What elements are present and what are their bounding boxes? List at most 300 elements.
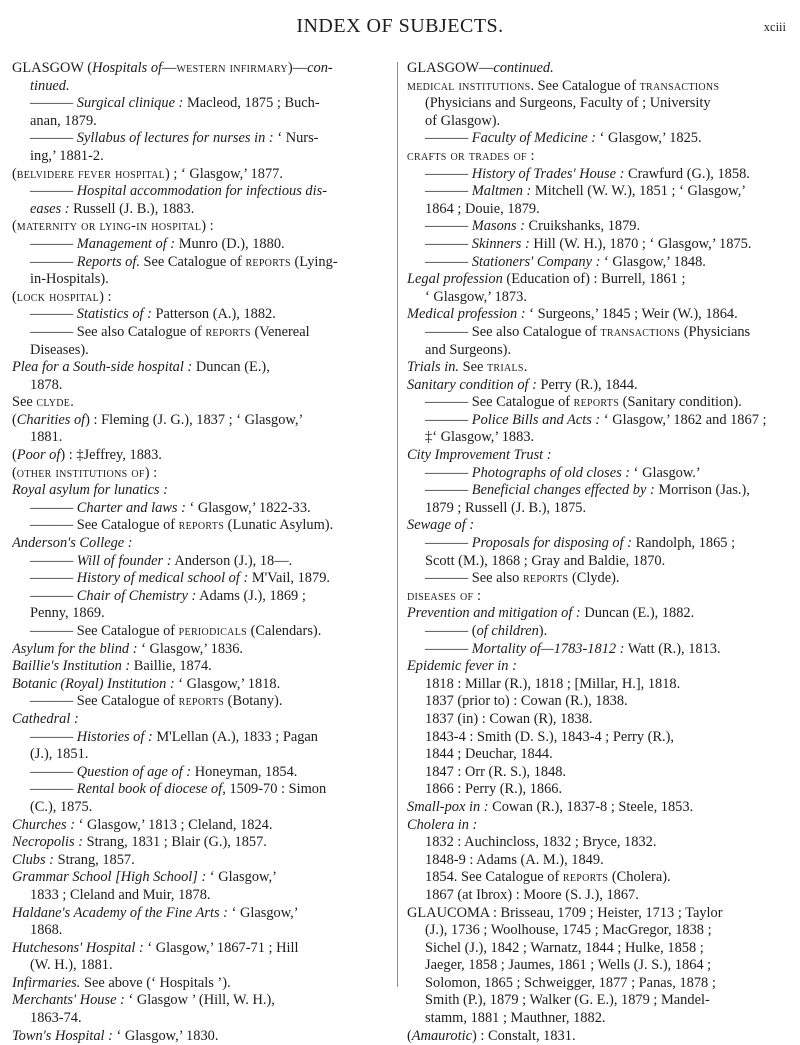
italic-text: Anderson's College :: [12, 535, 133, 552]
entry-text: (Sanitary condition).: [619, 394, 742, 411]
entry-text: 1837 (in) : Cowan (R), 1838.: [425, 710, 593, 727]
entry-text: ———: [425, 130, 472, 147]
index-line: [407, 852, 789, 870]
italic-text: Charter and laws :: [76, 499, 186, 516]
italic-text: Poor of: [16, 447, 61, 464]
index-line: [12, 729, 394, 747]
index-line: [12, 517, 394, 535]
italic-text: Chair of Chemistry :: [76, 587, 197, 604]
index-line: [407, 729, 789, 747]
index-line: [12, 429, 394, 447]
entry-text: Macleod, 1875 ; Buch-: [183, 95, 320, 112]
index-line: [407, 500, 789, 518]
entry-text: :: [526, 147, 535, 164]
page-title: INDEX OF SUBJECTS.: [296, 15, 504, 37]
index-line: [12, 605, 394, 623]
index-line: [12, 676, 394, 694]
entry-text: . See Catalogue of: [530, 77, 640, 94]
entry-text: Hill (W. H.), 1870 ; ‘ Glasgow,’ 1875.: [529, 235, 752, 252]
entry-text: ) :: [144, 464, 158, 481]
entry-text: (: [12, 218, 17, 235]
entry-text: (: [12, 288, 17, 305]
italic-text: Hospital accommodation for infectious dis-: [76, 183, 328, 200]
entry-text: 1879 ; Russell (J. B.), 1875.: [425, 499, 587, 516]
entry-text: See: [459, 359, 487, 376]
italic-text: con-: [307, 60, 333, 76]
index-line: [407, 289, 789, 307]
page-number: xciii: [763, 20, 786, 34]
entry-text: See Catalogue of: [139, 253, 246, 270]
entry-text: 1848-9 : Adams (A. M.), 1849.: [425, 851, 604, 868]
entry-text: (C.), 1875.: [30, 798, 93, 815]
index-line: [407, 869, 789, 887]
entry-text: Russell (J. B.), 1883.: [69, 200, 195, 217]
index-line: [407, 570, 789, 588]
index-line: [12, 412, 394, 430]
entry-text: GLASGOW—: [407, 60, 494, 76]
entry-text: ‘ Glasgow,’: [206, 869, 277, 886]
index-line: [407, 922, 789, 940]
entry-text: ) :: [201, 218, 214, 235]
index-line: [407, 236, 789, 254]
index-line: [407, 535, 789, 553]
index-line: [12, 482, 394, 500]
index-line: [12, 905, 394, 923]
index-line: [12, 746, 394, 764]
index-line: [12, 236, 394, 254]
smallcaps-text: reports: [573, 394, 620, 411]
smallcaps-text: reports: [562, 869, 609, 886]
entry-text: ———: [425, 183, 472, 200]
index-line: [407, 218, 789, 236]
smallcaps-text: reports: [178, 693, 225, 710]
entry-text: .: [523, 359, 528, 376]
italic-text: Prevention and mitigation of :: [407, 605, 581, 622]
entry-text: ‘ Glasgow,’ 1818.: [174, 675, 281, 692]
italic-text: Royal asylum for lunatics :: [12, 482, 168, 499]
index-line: [12, 869, 394, 887]
entry-text: of Glasgow).: [425, 112, 501, 129]
index-line: [12, 254, 394, 272]
index-line: [407, 623, 789, 641]
entry-text: ———: [425, 235, 472, 252]
italic-text: Sanitary condition of :: [407, 376, 537, 393]
index-line: [12, 377, 394, 395]
entry-text: Randolph, 1865 ;: [631, 535, 736, 552]
entry-text: 1832 : Auchincloss, 1832 ; Bryce, 1832.: [425, 834, 657, 851]
italic-text: Hutchesons' Hospital :: [12, 939, 144, 956]
entry-text: ——— See also: [425, 570, 523, 587]
index-line: [12, 570, 394, 588]
entry-text: 1864 ; Douie, 1879.: [425, 200, 540, 217]
entry-text: (Education of) : Burrell, 1861 ;: [502, 271, 686, 288]
entry-text: ———: [30, 763, 77, 780]
index-line: [407, 905, 789, 923]
index-line: [12, 342, 394, 360]
index-line: [407, 78, 789, 96]
index-line: [407, 254, 789, 272]
index-line: [12, 306, 394, 324]
index-line: [12, 957, 394, 975]
italic-text: Epidemic fever in :: [407, 658, 517, 675]
index-line: [407, 130, 789, 148]
entry-text: (: [12, 411, 17, 428]
index-line: [407, 940, 789, 958]
index-line: [12, 359, 394, 377]
italic-text: Beneficial changes effected by :: [471, 482, 655, 499]
index-line: [407, 166, 789, 184]
index-line: [12, 166, 394, 184]
entry-text: 1837 (prior to) : Cowan (R.), 1838.: [425, 693, 628, 710]
entry-text: 1843-4 : Smith (D. S.), 1843-4 ; Perry (R.),: [425, 728, 675, 745]
index-line: [12, 183, 394, 201]
italic-text: Histories of :: [76, 728, 153, 745]
entry-text: ‘ Surgeons,’ 1845 ; Weir (W.), 1864.: [525, 306, 738, 323]
entry-text: ———: [425, 253, 472, 270]
entry-text: Cowan (R.), 1837-8 ; Steele, 1853.: [488, 798, 694, 815]
index-line: [12, 834, 394, 852]
entry-text: 1863-74.: [30, 1010, 82, 1027]
entry-text: (Botany).: [224, 693, 283, 710]
entry-text: Sichel (J.), 1842 ; Warnatz, 1844 ; Hulke, 1858 ;: [425, 939, 704, 956]
italic-text: Small-pox in :: [407, 798, 489, 815]
entry-text: )—: [287, 60, 308, 76]
entry-text: ‘ Glasgow.’: [630, 464, 701, 481]
smallcaps-text: medical institutions: [407, 77, 531, 94]
index-line: [407, 394, 789, 412]
entry-text: Crawfurd (G.), 1858.: [624, 165, 750, 182]
entry-text: (Calendars).: [246, 623, 322, 639]
entry-text: ———: [30, 552, 77, 569]
entry-text: ‘ Glasgow ’ (Hill, W. H.),: [124, 992, 275, 1009]
smallcaps-text: trials: [486, 359, 524, 376]
italic-text: Town's Hospital :: [12, 1027, 113, 1044]
italic-text: eases :: [30, 200, 70, 217]
entry-text: Duncan (E.), 1882.: [580, 605, 695, 622]
entry-text: (Clyde).: [568, 570, 620, 587]
italic-text: Photographs of old closes :: [471, 464, 631, 481]
entry-text: 1833 ; Cleland and Muir, 1878.: [30, 886, 211, 903]
smallcaps-text: clyde: [36, 394, 71, 411]
index-line: [407, 834, 789, 852]
index-line: [407, 605, 789, 623]
italic-text: Police Bills and Acts :: [471, 411, 601, 428]
entry-text: (Cholera).: [608, 869, 671, 886]
entry-text: ——— See Catalogue of: [30, 693, 179, 710]
entry-text: (: [407, 1027, 412, 1044]
index-line: [12, 887, 394, 905]
entry-text: ‘ Glasgow,’ 1848.: [600, 253, 706, 270]
italic-text: tinued.: [30, 77, 70, 94]
index-line: [407, 465, 789, 483]
entry-text: ‘ Glasgow,’ 1862 and 1867 ;: [600, 411, 767, 428]
index-line: [407, 764, 789, 782]
left-column: [12, 60, 394, 1045]
entry-text: ——— See also Catalogue of: [30, 323, 206, 340]
italic-text: Sewage of :: [407, 517, 475, 534]
entry-text: ‘ Glasgow,’ 1825.: [596, 130, 702, 147]
index-line: [407, 1028, 789, 1045]
index-line: [407, 324, 789, 342]
entry-text: Munro (D.), 1880.: [175, 235, 285, 252]
entry-text: and Surgeons).: [425, 341, 512, 358]
index-line: [12, 658, 394, 676]
entry-text: ———: [30, 781, 77, 798]
italic-text: Cholera in :: [407, 816, 478, 833]
entry-text: ——— See Catalogue of: [425, 394, 574, 411]
index-line: [407, 447, 789, 465]
entry-text: (Lying-: [290, 253, 338, 270]
entry-text: ———: [30, 587, 77, 604]
entry-text: ———: [425, 218, 472, 235]
italic-text: Medical profession :: [407, 306, 526, 323]
entry-text: 1509-70 : Simon: [225, 781, 327, 798]
entry-text: ‘ Glasgow,’ 1836.: [137, 640, 244, 657]
index-line: [407, 781, 789, 799]
entry-text: Diseases).: [30, 341, 89, 358]
entry-text: ‘ Glasgow,’ 1822-33.: [185, 499, 311, 516]
entry-text: ———: [30, 183, 77, 200]
index-line: [12, 78, 394, 96]
entry-text: ———: [425, 482, 472, 499]
smallcaps-text: transactions: [600, 323, 681, 340]
smallcaps-text: lock hospital: [16, 288, 100, 305]
index-line: [407, 148, 789, 166]
index-line: [407, 553, 789, 571]
entry-text: Morrison (Jas.),: [654, 482, 750, 499]
entry-text: ) : Constalt, 1831.: [472, 1027, 576, 1044]
entry-text: ———: [425, 464, 472, 481]
italic-text: continued.: [493, 60, 554, 76]
index-line: [12, 799, 394, 817]
index-line: [12, 641, 394, 659]
entry-text: in-Hospitals).: [30, 271, 109, 288]
italic-text: Botanic (Royal) Institution :: [12, 675, 175, 692]
italic-text: Surgical clinique :: [76, 95, 184, 112]
entry-text: 1847 : Orr (R. S.), 1848.: [425, 763, 567, 780]
index-line: [12, 113, 394, 131]
italic-text: Syllabus of lectures for nurses in :: [76, 130, 274, 147]
entry-text: (: [12, 447, 17, 464]
entry-text: GLASGOW (: [12, 60, 93, 76]
italic-text: Haldane's Academy of the Fine Arts :: [12, 904, 228, 921]
entry-text: 1818 : Millar (R.), 1818 ; [Millar, H.], 1818.: [425, 675, 681, 692]
italic-text: Skinners :: [471, 235, 530, 252]
index-line: [407, 271, 789, 289]
index-line: [12, 588, 394, 606]
entry-text: Adams (J.), 1869 ;: [196, 587, 306, 604]
index-line: [12, 711, 394, 729]
italic-text: Charities of: [16, 411, 86, 428]
entry-text: ‘ Glasgow,’ 1813 ; Cleland, 1824.: [75, 816, 273, 833]
index-line: [407, 412, 789, 430]
italic-text: Asylum for the blind :: [12, 640, 138, 657]
entry-text: ‘ Glasgow,’ 1873.: [425, 288, 527, 305]
italic-text: Management of :: [76, 235, 176, 252]
entry-text: ———: [425, 535, 472, 552]
index-line: [12, 447, 394, 465]
entry-text: ‡‘ Glasgow,’ 1883.: [425, 429, 535, 446]
entry-text: M'Lellan (A.), 1833 ; Pagan: [152, 728, 318, 745]
entry-text: (Lunatic Asylum).: [224, 517, 334, 534]
entry-text: Mitchell (W. W.), 1851 ; ‘ Glasgow,’: [531, 183, 747, 200]
entry-text: Honeyman, 1854.: [191, 763, 298, 780]
entry-text: ———: [425, 640, 472, 657]
index-line: [12, 623, 394, 641]
smallcaps-text: crafts or trades of: [407, 147, 527, 164]
entry-text: Patterson (A.), 1882.: [151, 306, 276, 323]
index-line: [407, 658, 789, 676]
index-line: [12, 271, 394, 289]
italic-text: of children: [476, 623, 539, 639]
entry-text: (Venereal: [250, 323, 310, 340]
entry-text: ——— See also Catalogue of: [425, 323, 601, 340]
index-line: [12, 218, 394, 236]
entry-text: ing,’ 1881-2.: [30, 147, 104, 164]
index-line: [407, 359, 789, 377]
index-line: [407, 113, 789, 131]
entry-text: (W. H.), 1881.: [30, 957, 113, 974]
italic-text: Faculty of Medicine :: [471, 130, 597, 147]
entry-text: (Physicians and Surgeons, Faculty of ; University: [425, 95, 711, 112]
italic-text: Trials in.: [407, 359, 459, 376]
italic-text: Merchants' House :: [12, 992, 125, 1009]
entry-text: ) : ‡Jeffrey, 1883.: [60, 447, 162, 464]
italic-text: Maltmen :: [471, 183, 532, 200]
index-line: [407, 377, 789, 395]
entry-text: ——— See Catalogue of: [30, 517, 179, 534]
smallcaps-text: reports: [205, 323, 251, 340]
italic-text: Hospitals of: [92, 60, 163, 76]
smallcaps-text: belvidere fever hospital: [16, 165, 166, 182]
entry-text: (: [12, 464, 17, 481]
entry-text: (J.), 1851.: [30, 746, 89, 763]
index-line: [407, 342, 789, 360]
index-line: [407, 641, 789, 659]
index-line: [12, 922, 394, 940]
italic-text: City Improvement Trust :: [407, 447, 552, 464]
italic-text: Will of founder :: [76, 552, 172, 569]
italic-text: Legal profession: [407, 271, 503, 288]
entry-text: ———: [30, 728, 77, 745]
entry-text: (: [12, 165, 17, 182]
index-line: [407, 95, 789, 113]
italic-text: Masons :: [471, 218, 525, 235]
italic-text: History of Trades' House :: [471, 165, 625, 182]
index-line: [407, 975, 789, 993]
index-line: [407, 992, 789, 1010]
italic-text: Stationers' Company :: [471, 253, 601, 270]
italic-text: Baillie's Institution :: [12, 658, 131, 675]
entry-text: Watt (R.), 1813.: [624, 640, 721, 657]
index-line: [407, 183, 789, 201]
entry-text: ——— See Catalogue of: [30, 623, 179, 639]
index-line: [407, 482, 789, 500]
entry-text: ) : Fleming (J. G.), 1837 ; ‘ Glasgow,’: [85, 411, 304, 428]
index-line: [407, 887, 789, 905]
entry-text: ———: [30, 570, 77, 587]
entry-text: ——— (: [425, 623, 477, 639]
entry-text: 1878.: [30, 376, 63, 393]
entry-text: ‘ Glasgow,’: [227, 904, 299, 921]
smallcaps-text: reports: [522, 570, 569, 587]
entry-text: Perry (R.), 1844.: [536, 376, 638, 393]
italic-text: Reports of.: [76, 253, 140, 270]
entry-text: Baillie, 1874.: [130, 658, 212, 675]
index-line: [407, 306, 789, 324]
italic-text: Rental book of diocese of,: [76, 781, 226, 798]
italic-text: Churches :: [12, 816, 76, 833]
entry-text: Jaeger, 1858 ; Jaumes, 1861 ; Wells (J. S.), 1864 ;: [425, 957, 712, 974]
index-line: [12, 289, 394, 307]
entry-text: See above (‘ Hospitals ’).: [80, 974, 231, 991]
entry-text: Strang, 1857.: [53, 851, 135, 868]
entry-text: ———: [425, 411, 472, 428]
column-divider: [397, 62, 398, 987]
entry-text: ———: [30, 130, 77, 147]
entry-text: ‘ Nurs-: [273, 130, 319, 147]
index-line: [407, 1010, 789, 1028]
entry-text: anan, 1879.: [30, 112, 97, 129]
index-line: [407, 60, 789, 78]
index-line: [12, 975, 394, 993]
right-column: [407, 60, 789, 1045]
entry-text: ———: [30, 306, 77, 323]
entry-text: 1866 : Perry (R.), 1866.: [425, 781, 563, 798]
index-line: [12, 95, 394, 113]
italic-text: Proposals for disposing of :: [471, 535, 632, 552]
smallcaps-text: reports: [245, 253, 291, 270]
index-line: [12, 148, 394, 166]
index-line: [407, 817, 789, 835]
entry-text: ———: [30, 499, 77, 516]
entry-text: ) ; ‘ Glasgow,’ 1877.: [165, 165, 283, 182]
index-line: [407, 799, 789, 817]
index-line: [407, 693, 789, 711]
index-line: [12, 324, 394, 342]
entry-text: ———: [30, 95, 77, 112]
entry-text: Penny, 1869.: [30, 605, 105, 622]
index-line: [12, 201, 394, 219]
italic-text: Statistics of :: [76, 306, 152, 323]
entry-text: Scott (M.), 1868 ; Gray and Baldie, 1870.: [425, 552, 666, 569]
running-header: [0, 0, 800, 48]
entry-text: M'Vail, 1879.: [248, 570, 330, 587]
index-line: [12, 465, 394, 483]
index-line: [407, 517, 789, 535]
entry-text: 1868.: [30, 922, 63, 939]
entry-text: ‘ Glasgow,’ 1830.: [112, 1027, 219, 1044]
italic-text: Mortality of—1783-1812 :: [471, 640, 625, 657]
smallcaps-text: western infirmary: [176, 60, 288, 76]
index-line: [12, 1028, 394, 1045]
index-line: [407, 957, 789, 975]
index-line: [12, 60, 394, 78]
italic-text: Clubs :: [12, 851, 54, 868]
italic-text: Necropolis :: [12, 834, 84, 851]
index-line: [12, 130, 394, 148]
entry-text: 1854. See Catalogue of: [425, 869, 563, 886]
index-line: [407, 676, 789, 694]
smallcaps-text: diseases of: [407, 587, 474, 604]
index-line: [407, 588, 789, 606]
index-line: [12, 1010, 394, 1028]
italic-text: Cathedral :: [12, 710, 79, 727]
entry-text: ) :: [99, 288, 112, 305]
entry-text: ———: [30, 253, 77, 270]
index-line: [12, 781, 394, 799]
index-line: [12, 394, 394, 412]
